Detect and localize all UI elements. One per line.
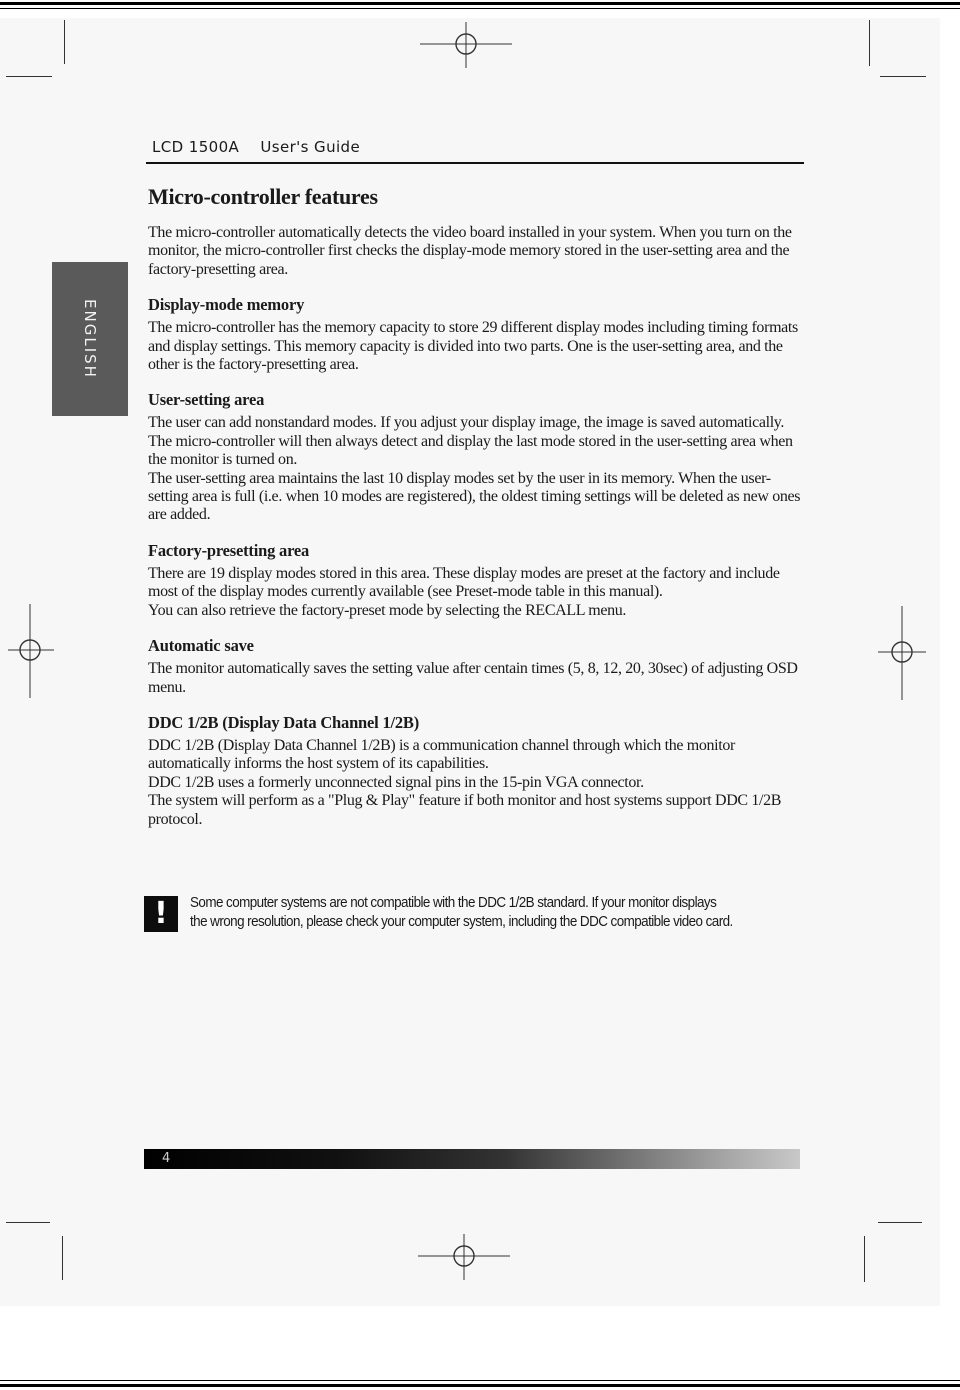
registration-mark-icon [8,604,54,698]
registration-mark-icon [878,606,926,700]
crop-mark [64,20,65,64]
section-paragraph: DDC 1/2B uses a formerly unconnected signal pins in the 15-pin VGA connector. [148,773,644,791]
running-header [146,138,804,164]
bottom-frame-line-thick [0,1384,960,1387]
crop-mark [880,76,926,77]
crop-mark [6,76,52,77]
footer-bar [144,1149,800,1169]
compatibility-note [144,894,804,934]
section-paragraph: The monitor automatically saves the setting value after centain times (5, 8, 12, 20, 30sec) of adjusting OSD menu. [148,660,798,696]
section-user-setting-area [148,390,808,524]
crop-mark [62,1236,63,1280]
section-paragraph: DDC 1/2B (Display Data Channel 1/2B) is a communication channel through which the monitor automatically informs the host system of its capabilities. [148,736,735,773]
section-heading: Display-mode memory [148,295,305,315]
note-text [190,894,802,932]
section-heading: Automatic save [148,636,254,656]
note-line: Some computer systems are not compatible with the DDC 1/2B standard. If your monitor displays [190,895,717,911]
section-heading: Factory-presetting area [148,540,310,560]
section-paragraph: There are 19 display modes stored in this area. These display modes are preset at the factory and include most of the display modes currently available (see Preset-mode table in this manual). [148,564,780,601]
section-paragraph: You can also retrieve the factory-preset mode by selecting the RECALL menu. [148,601,627,619]
crop-mark [878,1222,922,1223]
registration-mark-icon [416,1234,512,1280]
intro-section [148,224,808,279]
section-automatic-save [148,636,808,697]
header-guide: User's Guide [260,138,361,156]
crop-mark [864,1236,865,1282]
intro-paragraph: The micro-controller automatically detects the video board installed in your system. When you turn on the monitor, the micro-controller first checks the display-mode memory stored in the user-setting area and the factory-presetting area. [148,224,792,278]
section-paragraph: The micro-controller has the memory capacity to store 29 different display modes including timing formats and display settings. This memory capacity is divided into two parts. One is the user-setting area, and the other is the factory-presetting area. [148,319,798,374]
section-factory-presetting-area [148,541,808,620]
top-frame-line-thick [0,2,960,5]
section-heading: DDC 1/2B (Display Data Channel 1/2B) [148,712,420,732]
section-paragraph: The system will perform as a "Plug & Play" feature if both monitor and host systems support DDC 1/2B protocol. [148,792,782,828]
section-display-mode-memory [148,295,808,374]
crop-mark [869,20,870,66]
section-heading: User-setting area [148,390,265,410]
header-model: LCD 1500A [152,138,240,156]
page-title: Micro-controller features [148,184,378,209]
language-tab [52,262,128,416]
language-tab-label: ENGLISH [81,299,99,379]
top-frame-line-thin [0,8,960,9]
section-paragraph: The user can add nonstandard modes. If you adjust your display image, the image is saved automatically. The micro-controller will then always detect and display the last mode stored in the user-setting area when the monitor is turned on. [148,414,793,469]
exclamation-icon: ! [144,896,178,932]
section-paragraph: The user-setting area maintains the last 10 display modes set by the user in its memory. When the user-setting area is full (i.e. when 10 modes are registered), the oldest timing settings will be deleted as new ones are added. [148,469,801,524]
page-content [148,184,808,845]
note-line: the wrong resolution, please check your computer system, including the DDC compatible video card. [190,914,733,930]
page-number: 4 [162,1151,171,1166]
section-ddc [148,713,808,829]
crop-mark [6,1222,50,1223]
bottom-frame-line-thin [0,1380,960,1381]
registration-mark-icon [418,22,514,68]
